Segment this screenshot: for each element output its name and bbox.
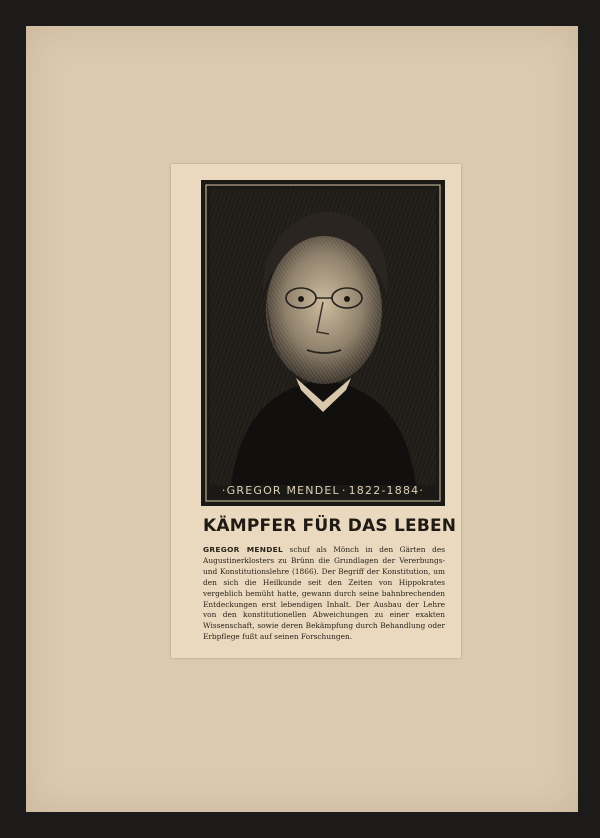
portrait-caption: ·GREGOR MENDEL · 1822-1884· [221,484,425,497]
portrait-woodcut [201,180,445,506]
mount-board [26,26,578,812]
article-body [203,545,445,643]
caption-name: GREGOR MENDEL [226,484,340,497]
portrait-image [201,180,445,506]
headline: KÄMPFER FÜR DAS LEBEN [203,516,457,536]
newspaper-clipping [171,164,461,658]
caption-years: 1822-1884 [348,484,420,497]
article-text: schuf als Mönch in den Gärten des Augustinerklosters zu Brünn die Grundlagen der Vererbungs- und Konstitutionslehre (1866). Der Begriff der Konstitution, um den sich die Heilkunde seit den Zeiten von Hippokrates vergeblich bemüht hatte, gewann durch seine bahnbrechenden Entdeckungen erst lebendigen Inhalt. Der Ausbau der Lehre von den konstitutionellen Abweichungen zu einer exakten Wissenschaft, sowie deren Bekämpfung durch Behandlung oder Erbpflege fußt auf seinen Forschungen. [203,545,445,642]
article-lead: GREGOR MENDEL [203,545,283,554]
